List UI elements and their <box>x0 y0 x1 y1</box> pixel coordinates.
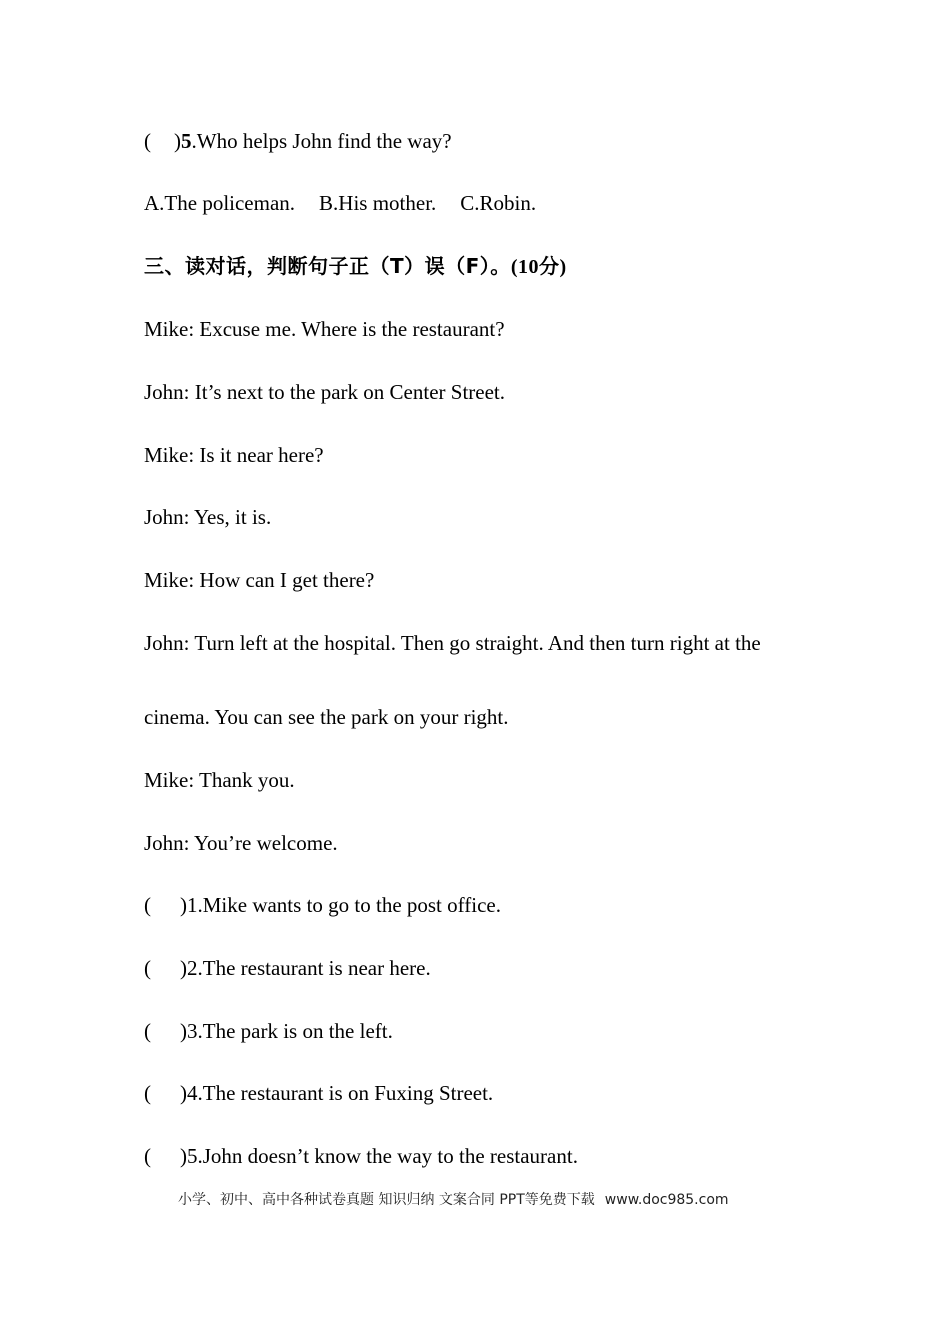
section-3-heading <box>144 253 567 280</box>
dialogue-line: cinema. You can see the park on your right. <box>144 705 509 729</box>
judgment-text: )3.The park is on the left. <box>180 1019 393 1043</box>
option-b: B.His mother. <box>319 191 437 215</box>
question-5 <box>144 128 452 154</box>
option-a: A.The policeman. <box>144 191 296 215</box>
judgment-text: )5.John doesn’t know the way to the restaurant. <box>180 1144 578 1168</box>
judgment-item-1 <box>144 892 501 918</box>
footer-text: 小学、初中、高中各种试卷真题 知识归纳 文案合同 PPT等免费下载 <box>178 1192 595 1208</box>
footer-url: www.doc985.com <box>604 1192 729 1208</box>
judgment-text: )2.The restaurant is near here. <box>180 956 431 980</box>
dialogue-line: Mike: Thank you. <box>144 768 295 792</box>
section-3-score: (10分) <box>510 256 567 278</box>
answer-paren-open: ( <box>144 893 151 917</box>
judgment-text: )1.Mike wants to go to the post office. <box>180 893 501 917</box>
dialogue-line: Mike: Excuse me. Where is the restaurant? <box>144 317 505 341</box>
section-3-title: 三、读对话，判断句子正（T）误（F）。 <box>144 254 511 278</box>
dialogue-line: Mike: Is it near here? <box>144 443 324 467</box>
answer-paren-open: ( <box>144 1144 151 1168</box>
judgment-item-2 <box>144 955 431 981</box>
judgment-item-5 <box>144 1143 578 1169</box>
judgment-text: )4.The restaurant is on Fuxing Street. <box>180 1081 494 1105</box>
answer-paren-open: ( <box>144 1019 151 1043</box>
dialogue-line: Mike: How can I get there? <box>144 568 375 592</box>
dialogue-line: John: You’re welcome. <box>144 831 338 855</box>
answer-paren-close: ) <box>174 129 181 153</box>
answer-paren-open: ( <box>144 1081 151 1105</box>
question-5-options <box>144 190 536 216</box>
judgment-item-4 <box>144 1080 493 1106</box>
judgment-item-3 <box>144 1018 393 1044</box>
question-5-text: .Who helps John find the way? <box>191 129 452 153</box>
answer-paren-open: ( <box>144 129 151 153</box>
dialogue-line: John: Yes, it is. <box>144 505 272 529</box>
option-c: C.Robin. <box>460 191 537 215</box>
page-footer <box>178 1189 729 1211</box>
answer-paren-open: ( <box>144 956 151 980</box>
question-5-number: 5 <box>181 129 192 153</box>
dialogue-line: John: Turn left at the hospital. Then go straight. And then turn right at the <box>144 631 761 655</box>
dialogue-line: John: It’s next to the park on Center Street. <box>144 380 506 404</box>
